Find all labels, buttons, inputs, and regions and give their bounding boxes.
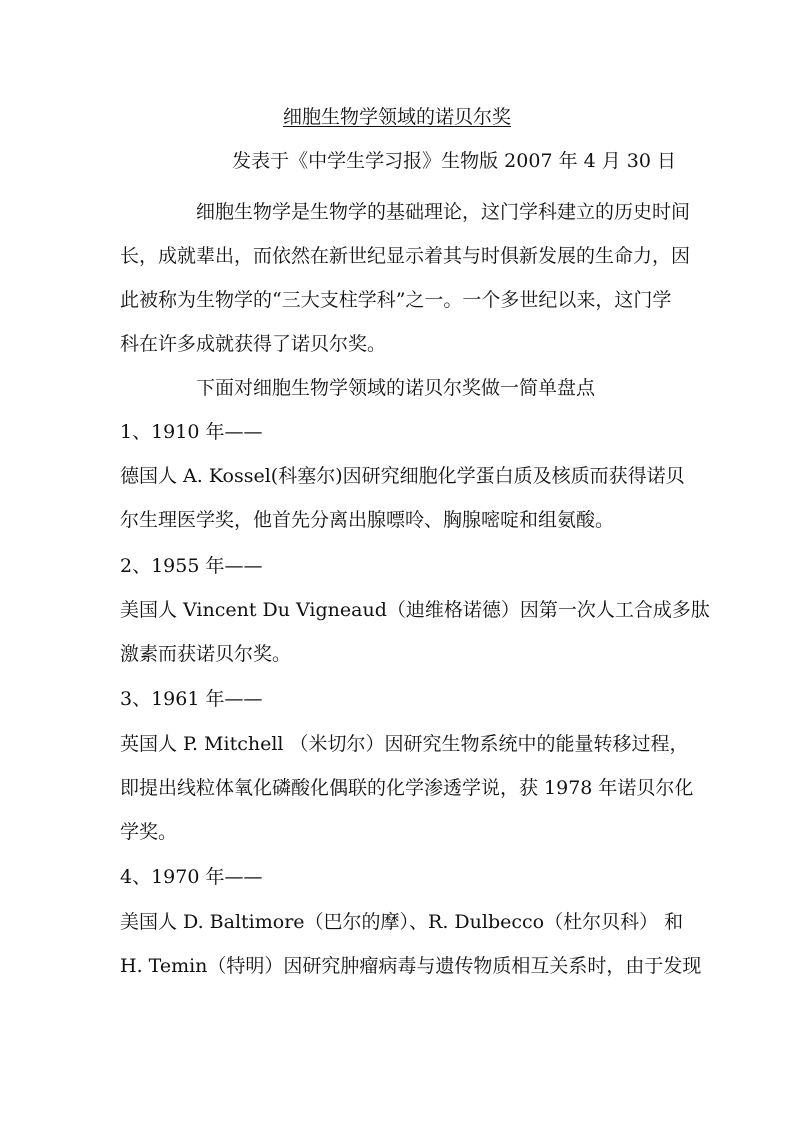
intro-line: 科在许多成就获得了诺贝尔奖。 [120,333,387,355]
intro-line: 细胞生物学是生物学的基础理论，这门学科建立的历史时间 [196,201,691,223]
lead-paragraph: 下面对细胞生物学领域的诺贝尔奖做一简单盘点 [196,377,596,399]
publication-info: 发表于《中学生学习报》生物版 2007 年 4 月 30 日 [232,150,676,172]
entry-heading: 2、1955 年—— [120,555,263,577]
entry-text-line: 美国人 D. Baltimore（巴尔的摩）、R. Dulbecco（杜尔贝科） 和 [120,911,684,933]
entry-text-line: 尔生理医学奖，他首先分离出腺嘌呤、胸腺嘧啶和组氨酸。 [120,509,615,531]
entry-heading: 1、1910 年—— [120,421,263,443]
entry-heading: 4、1970 年—— [120,866,263,888]
entry-text-line: 激素而获诺贝尔奖。 [120,643,292,665]
entry-text-line: 美国人 Vincent Du Vigneaud（迪维格诺德）因第一次人工合成多肽 [120,599,710,621]
entry-text-line: H. Temin（特明）因研究肿瘤病毒与遗传物质相互关系时，由于发现 [120,955,702,977]
entry-text-line: 即提出线粒体氧化磷酸化偶联的化学渗透学说，获 1978 年诺贝尔化 [120,777,694,799]
document-title: 细胞生物学领域的诺贝尔奖 [282,106,511,128]
intro-line: 长，成就辈出，而依然在新世纪显示着其与时俱新发展的生命力，因 [120,245,691,267]
entry-text-line: 学奖。 [120,821,178,843]
entry-heading: 3、1961 年—— [120,688,263,710]
entry-text-line: 英国人 P. Mitchell （米切尔）因研究生物系统中的能量转移过程， [120,733,689,755]
intro-line: 此被称为生物学的“三大支柱学科”之一。一个多世纪以来，这门学 [120,289,672,311]
entry-text-line: 德国人 A. Kossel(科塞尔)因研究细胞化学蛋白质及核质而获得诺贝 [120,465,685,487]
